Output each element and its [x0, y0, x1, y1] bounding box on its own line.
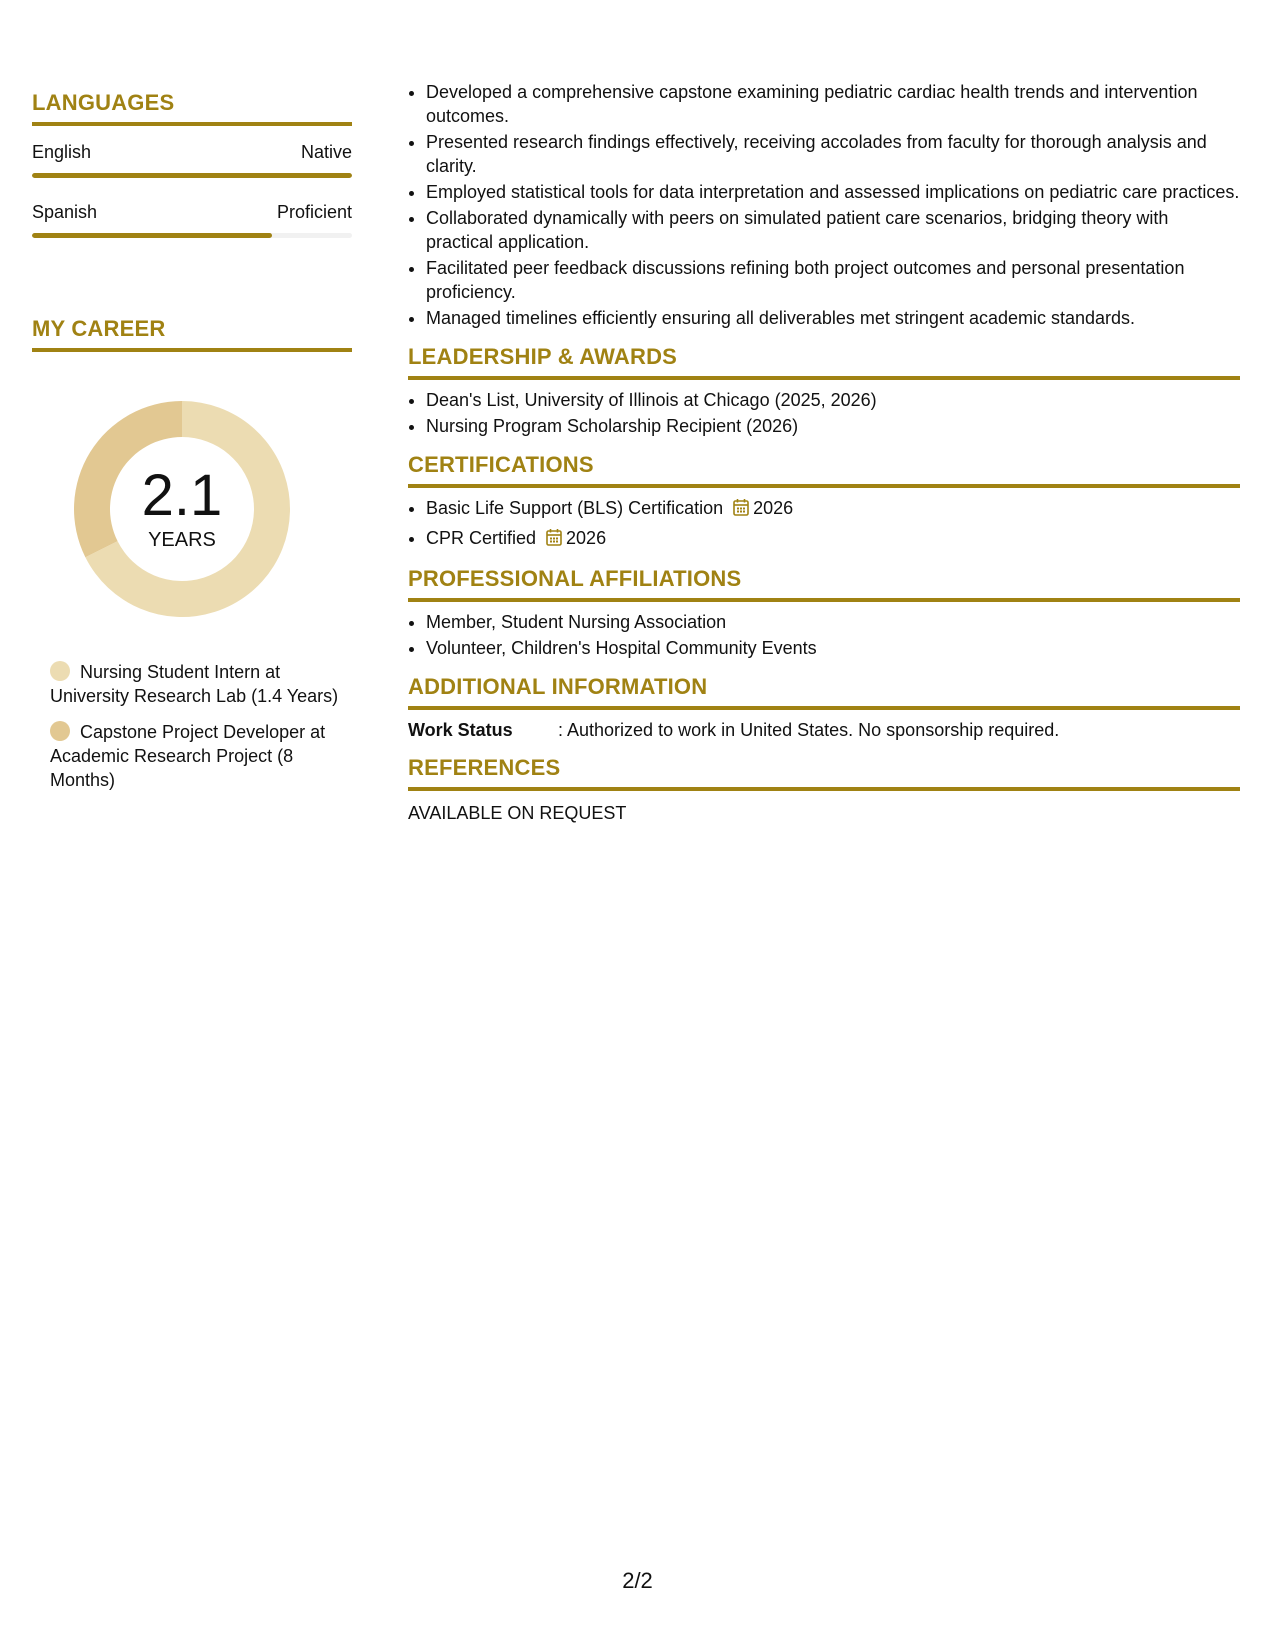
legend-item: [50, 720, 340, 792]
list-item: • Managed timelines efficiently ensuring all deliverables met stringent academic standards.: [426, 306, 1240, 330]
work-status-label: Work Status: [408, 720, 513, 740]
language-level: Proficient: [276, 202, 352, 222]
left-column: [32, 90, 352, 804]
language-name: Spanish: [32, 202, 98, 222]
list-item: • Dean's List, University of Illinois at Chicago (2025, 2026): [426, 388, 1240, 412]
certification-name: Basic Life Support (BLS) Certification: [426, 498, 724, 518]
career-total-unit: YEARS: [148, 528, 216, 551]
certifications-title: CERTIFICATIONS: [408, 452, 1240, 488]
certifications-section: [408, 452, 1240, 552]
certification-item: [426, 496, 1240, 522]
list-item: • Nursing Program Scholarship Recipient (2026): [426, 414, 1240, 438]
references-title: REFERENCES: [408, 755, 1240, 791]
language-proficiency-fill: [32, 173, 352, 178]
work-status-row: [408, 720, 1240, 741]
certification-year: 2026: [566, 528, 607, 548]
right-column: [408, 80, 1240, 824]
leadership-section: [408, 344, 1240, 438]
career-total-value: 2.1: [141, 462, 223, 528]
legend-dot-icon: [50, 661, 70, 681]
additional-info-section: [408, 674, 1240, 741]
language-proficiency-bar: [32, 233, 352, 238]
calendar-icon: [546, 528, 562, 552]
affiliations-title: PROFESSIONAL AFFILIATIONS: [408, 566, 1240, 602]
calendar-icon: [733, 498, 749, 522]
certification-item: [426, 526, 1240, 552]
list-item: • Collaborated dynamically with peers on simulated patient care scenarios, bridging theory with practical application.: [426, 206, 1240, 254]
project-bullets: [408, 80, 1240, 330]
affiliations-section: [408, 566, 1240, 660]
additional-info-title: ADDITIONAL INFORMATION: [408, 674, 1240, 710]
language-item: [32, 142, 352, 178]
language-name: English: [32, 142, 92, 162]
language-item: [32, 202, 352, 238]
list-item: • Developed a comprehensive capstone examining pediatric cardiac health trends and intervention outcomes.: [426, 80, 1240, 128]
list-item: • Volunteer, Children's Hospital Community Events: [426, 636, 1240, 660]
career-section: [32, 316, 352, 792]
leadership-title: LEADERSHIP & AWARDS: [408, 344, 1240, 380]
work-status-value: : Authorized to work in United States. No sponsorship required.: [558, 720, 1060, 740]
page-number: 2/2: [622, 1568, 653, 1593]
references-text: AVAILABLE ON REQUEST: [408, 803, 627, 823]
languages-title: LANGUAGES: [32, 90, 352, 126]
legend-label: Nursing Student Intern at University Research Lab (1.4 Years): [50, 662, 339, 706]
list-item: • Facilitated peer feedback discussions refining both project outcomes and personal presentation proficiency.: [426, 256, 1240, 304]
language-level: Native: [300, 142, 352, 162]
list-item: • Employed statistical tools for data interpretation and assessed implications on pediatric care practices.: [426, 180, 1240, 204]
career-donut-chart: [67, 394, 297, 624]
legend-dot-icon: [50, 721, 70, 741]
references-section: [408, 755, 1240, 824]
legend-item: [50, 660, 340, 708]
career-title: MY CAREER: [32, 316, 352, 352]
languages-section: [32, 90, 352, 238]
legend-label: Capstone Project Developer at Academic Research Project (8 Months): [50, 722, 326, 790]
career-legend: [50, 660, 340, 792]
certification-name: CPR Certified: [426, 528, 537, 548]
certification-year: 2026: [753, 498, 794, 518]
language-proficiency-bar: [32, 173, 352, 178]
list-item: • Presented research findings effectively, receiving accolades from faculty for thorough analysis and clarity.: [426, 130, 1240, 178]
list-item: • Member, Student Nursing Association: [426, 610, 1240, 634]
language-proficiency-fill: [32, 233, 272, 238]
